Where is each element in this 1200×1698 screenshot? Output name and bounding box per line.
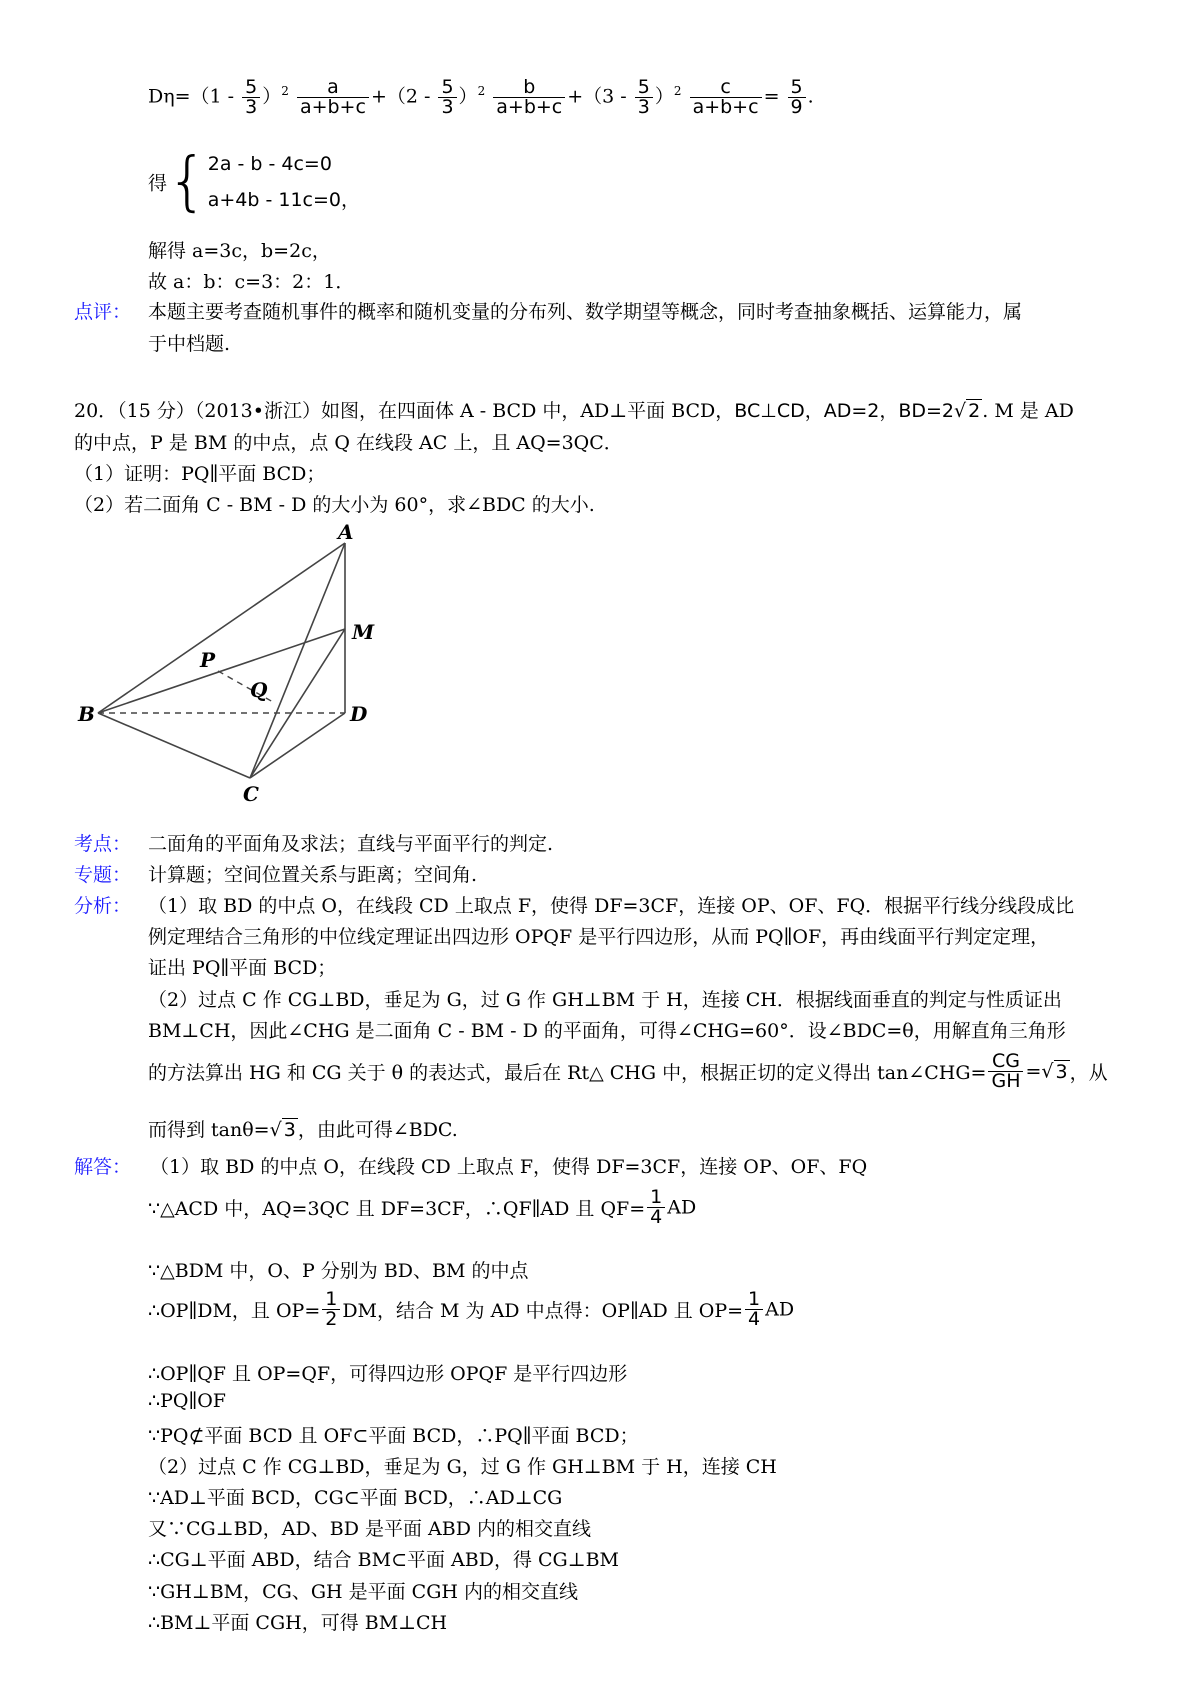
zhuanti-text: 计算题；空间位置关系与距离；空间角.	[148, 864, 478, 886]
jieda-step-4: ∴OP∥DM，且 OP= $\frac{1}{2}$ DM，结合 M 为 AD 中点得：OP∥AD 且 OP= $\frac{1}{4}$ AD	[148, 1288, 795, 1330]
kaodian-label: 考点：	[74, 833, 132, 855]
edge-AC	[250, 543, 345, 778]
label-P: P	[200, 648, 216, 672]
jieda-step-2: ∵△ACD 中，AQ=3QC 且 DF=3CF，∴QF∥AD 且 QF= $\frac{1}{4}$ AD	[148, 1186, 697, 1228]
fenxi-line-3: 证出 PQ∥平面 BCD；	[148, 957, 337, 979]
review-line-1: 本题主要考查随机事件的概率和随机变量的分布列、数学期望等概念，同时考查抽象概括、运算能力，属	[148, 301, 1023, 323]
frac-5-3: $\frac{5}{3}$	[242, 78, 260, 117]
question-2: （2）若二面角 C - BM - D 的大小为 60°，求∠BDC 的大小.	[74, 494, 595, 516]
fenxi-line-2: 例定理结合三角形的中位线定理证出四边形 OPQF 是平行四边形，从而 PQ∥OF，再由线面平行判定定理，	[148, 926, 1050, 948]
fenxi-line-1: （1）取 BD 的中点 O，在线段 CD 上取点 F，使得 DF=3CF，连接 OP、OF、FQ．根据平行线分线段成比	[148, 895, 1075, 917]
system-line-2: a+4b - 11c=0，	[207, 189, 361, 211]
label-B: B	[78, 702, 95, 726]
equation-system: 得{ 2a - b - 4c=0 a+4b - 11c=0，	[148, 145, 361, 219]
jieda-step-3: ∵△BDM 中，O、P 分别为 BD、BM 的中点	[148, 1260, 529, 1282]
sqrt-2: √ 2	[954, 400, 981, 422]
frac-1-2: $\frac{1}{2}$	[322, 1290, 340, 1329]
label-M: M	[352, 620, 375, 644]
jieda-step-1: （1）取 BD 的中点 O，在线段 CD 上取点 F，使得 DF=3CF，连接 OP、OF、FQ	[150, 1156, 868, 1178]
zhuanti-label: 专题：	[74, 864, 132, 886]
fenxi-line-7: 而得到 tanθ=√ 3 ，由此可得∠BDC.	[148, 1119, 458, 1141]
fenxi-line-6: 的方法算出 HG 和 CG 关于 θ 的表达式，最后在 Rt△ CHG 中，根据正切的定义得出 tan∠CHG= $\frac{CG}{GH}$ =√ 3 ，从	[148, 1050, 1108, 1092]
jieda-step-13: ∴BM⊥平面 CGH，可得 BM⊥CH	[148, 1612, 448, 1634]
jieda-step-9: ∵AD⊥平面 BCD，CG⊂平面 BCD，∴AD⊥CG	[148, 1487, 563, 1509]
fenxi-label: 分析：	[74, 895, 132, 917]
jieda-step-7: ∵PQ⊄平面 BCD 且 OF⊂平面 BCD，∴PQ∥平面 BCD；	[148, 1425, 639, 1447]
fenxi-line-5: BM⊥CH，因此∠CHG 是二面角 C - BM - D 的平面角，可得∠CHG=60°．设∠BDC=θ，用解直角三角形	[148, 1020, 1066, 1042]
jieda-step-12: ∵GH⊥BM，CG、GH 是平面 CGH 内的相交直线	[148, 1581, 578, 1603]
jieda-step-11: ∴CG⊥平面 ABD，结合 BM⊂平面 ABD，得 CG⊥BM	[148, 1549, 620, 1571]
fenxi-line-4: （2）过点 C 作 CG⊥BD，垂足为 G，过 G 作 GH⊥BM 于 H，连接 CH．根据线面垂直的判定与性质证出	[148, 989, 1062, 1011]
label-C: C	[243, 782, 259, 806]
frac-cg-gh: $\frac{CG}{GH}$	[988, 1052, 1023, 1091]
frac-c: $\frac{c}{a+b+c}$	[690, 78, 762, 117]
jieda-label: 解答：	[74, 1156, 132, 1178]
problem-line-2: 的中点，P 是 BM 的中点，点 Q 在线段 AC 上，且 AQ=3QC．	[74, 432, 623, 454]
sqrt-3: √ 3	[1041, 1060, 1068, 1083]
variance-formula: Dη=（1 - $\frac{5}{3}$ ）$^2$ $\frac{a}{a+b+c}$ +（2 - $\frac{5}{3}$ ）$^2$ $\frac{b}{a+b+c}$ +（3 - $\frac{5}{3}$ ）$^2$ $\frac{c}{a+b+c}$ = $\frac{5}{9}$ .	[148, 76, 814, 118]
jieda-step-8: （2）过点 C 作 CG⊥BD，垂足为 G，过 G 作 GH⊥BM 于 H，连接 CH	[148, 1456, 777, 1478]
brace-icon: {	[167, 145, 208, 219]
frac-b: $\frac{b}{a+b+c}$	[493, 78, 565, 117]
solution-line: 解得 a=3c，b=2c，	[148, 240, 331, 262]
frac-5-9: $\frac{5}{9}$	[788, 78, 806, 117]
system-line-1: 2a - b - 4c=0	[207, 153, 332, 175]
label-D: D	[350, 702, 368, 726]
label-Q: Q	[250, 678, 268, 702]
segment-CM	[250, 629, 345, 778]
question-1: （1）证明：PQ∥平面 BCD；	[74, 463, 326, 485]
label-A: A	[338, 520, 354, 544]
ratio-line: 故 a：b：c=3：2：1．	[148, 271, 355, 293]
review-line-2: 于中档题.	[148, 333, 231, 355]
problem-heading: 20．（15 分）（2013•浙江）如图，在四面体 A - BCD 中，AD⊥平面 BCD，BC⊥CD，AD=2，BD=2√ 2 . M 是 AD	[74, 400, 1074, 422]
tetrahedron-figure	[60, 515, 400, 815]
frac-1-4: $\frac{1}{4}$	[647, 1188, 665, 1227]
segment-BM	[98, 629, 345, 713]
jieda-step-10: 又∵CG⊥BD，AD、BD 是平面 ABD 内的相交直线	[148, 1518, 591, 1540]
jieda-step-5: ∴OP∥QF 且 OP=QF，可得四边形 OPQF 是平行四边形	[148, 1363, 628, 1385]
edge-BC	[98, 713, 250, 778]
jieda-step-6: ∴PQ∥OF	[148, 1390, 226, 1412]
edge-CD	[250, 713, 345, 778]
review-label: 点评：	[74, 301, 132, 323]
frac-a: $\frac{a}{a+b+c}$	[297, 78, 369, 117]
kaodian-text: 二面角的平面角及求法；直线与平面平行的判定.	[148, 833, 554, 855]
